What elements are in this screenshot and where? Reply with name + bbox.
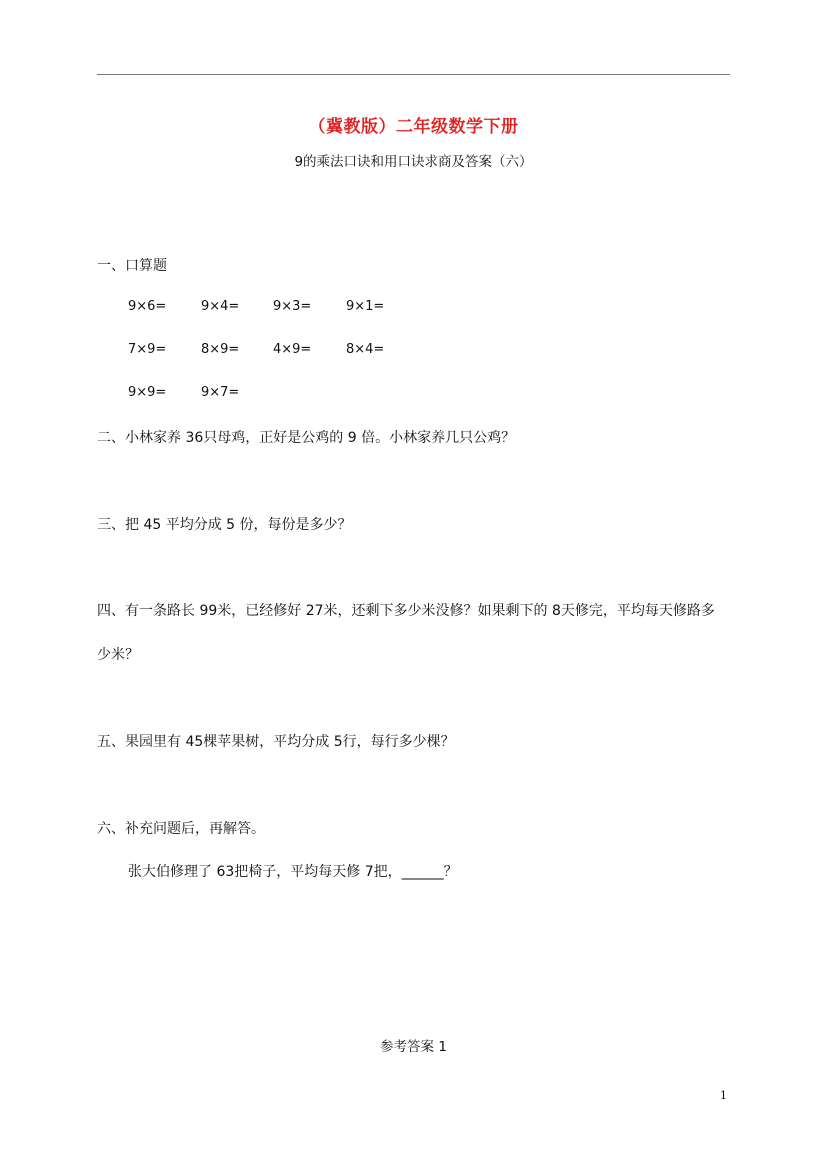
- mental-math-item: 9×3=: [273, 299, 312, 314]
- section-6-heading: 六、补充问题后，再解答。: [97, 821, 265, 837]
- mental-math-item: 9×7=: [201, 385, 240, 400]
- mental-math-item: 8×4=: [346, 342, 385, 357]
- mental-math-item: 4×9=: [273, 342, 312, 357]
- mental-math-item: 7×9=: [128, 342, 167, 357]
- question-4-line-1: 四、有一条路长 99米，已经修好 27米，还剩下多少米没修？如果剩下的 8天修完，平均每天修路多: [97, 603, 715, 619]
- question-6-text: 张大伯修理了 63把椅子，平均每天修 7把，______？: [128, 864, 458, 880]
- page-number: 1: [720, 1089, 727, 1102]
- mental-math-item: 9×4=: [201, 299, 240, 314]
- question-4-line-2: 少米？: [97, 647, 139, 663]
- answer-heading: 参考答案 1: [380, 1039, 447, 1055]
- question-3: 三、把 45 平均分成 5 份，每份是多少？: [97, 517, 352, 533]
- document-title: （冀教版）二年级数学下册: [308, 117, 519, 137]
- question-5: 五、果园里有 45棵苹果树，平均分成 5行，每行多少棵？: [97, 734, 455, 750]
- section-1-heading: 一、口算题: [97, 258, 167, 274]
- mental-math-item: 9×1=: [346, 299, 385, 314]
- mental-math-item: 9×9=: [128, 385, 167, 400]
- document-subtitle: 9的乘法口诀和用口诀求商及答案（六）: [294, 154, 533, 170]
- mental-math-item: 8×9=: [201, 342, 240, 357]
- header-rule: [97, 74, 730, 75]
- mental-math-item: 9×6=: [128, 299, 167, 314]
- question-2: 二、小林家养 36只母鸡，正好是公鸡的 9 倍。小林家养几只公鸡？: [97, 430, 516, 446]
